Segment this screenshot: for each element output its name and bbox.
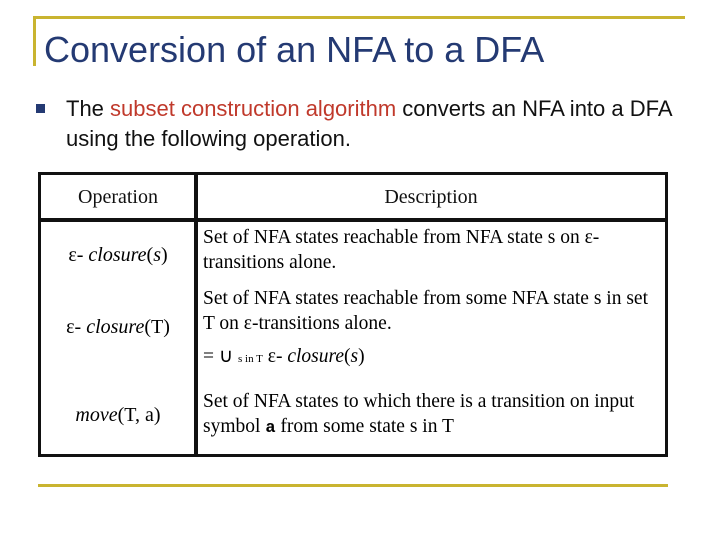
- row1-description: Set of NFA states reachable from NFA state s on ε-transitions alone.: [203, 227, 600, 273]
- row3-description: Set of NFA states to which there is a transition on input symbol a from some state s in T: [203, 391, 635, 438]
- row3-symbol: a: [265, 419, 276, 438]
- bottom-rule: [38, 484, 668, 487]
- row1-op-func: closure: [88, 244, 147, 266]
- row2-op-func: closure: [86, 316, 145, 338]
- header-operation-cell: [38, 172, 198, 222]
- bullet-highlight: subset construction algorithm: [110, 96, 397, 121]
- row3-op-func: move: [75, 404, 118, 426]
- header-operation: Operation: [78, 185, 158, 208]
- slide-title: Conversion of an NFA to a DFA: [44, 29, 545, 70]
- bullet-suffix: converts an NFA into a DFA using the following operation.: [66, 96, 672, 151]
- header-description: Description: [384, 185, 478, 208]
- bullet-prefix: The: [66, 96, 111, 121]
- header-description-cell: [194, 172, 668, 222]
- row2-operation: ε- closure(T): [66, 316, 170, 338]
- bullet-paragraph: [66, 94, 686, 154]
- row2-description: Set of NFA states reachable from some NFA state s in set T on ε-transitions alone.: [203, 288, 648, 334]
- row3-operation: move(T, a): [75, 404, 161, 426]
- bullet-square-icon: [36, 104, 45, 113]
- row2-formula: = ∪ s in T ε- closure(s): [203, 346, 365, 367]
- row1-operation: ε- closure(s): [68, 244, 168, 266]
- row2-formula-subscript: s in T: [238, 353, 263, 365]
- title-frame-top-rule: [33, 16, 685, 19]
- title-frame-left-rule: [33, 16, 36, 66]
